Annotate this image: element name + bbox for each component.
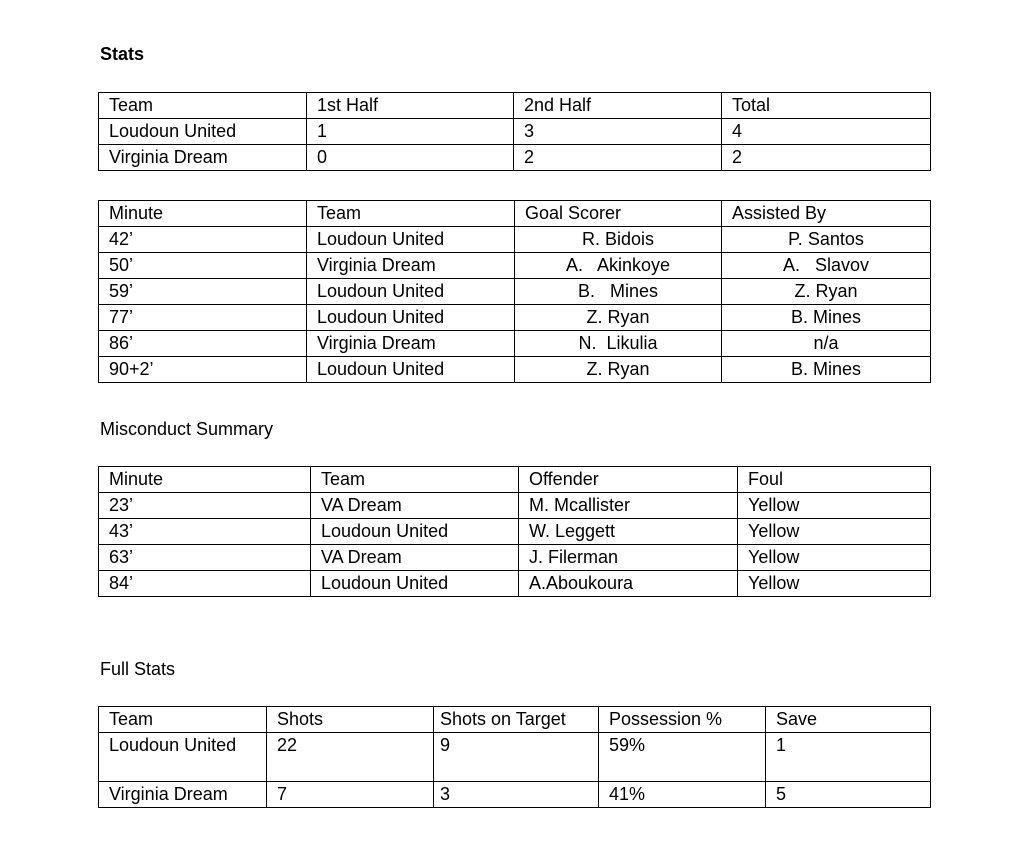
header-cell: Assisted By (722, 201, 931, 227)
full-stats-table (98, 706, 931, 808)
table-row (99, 571, 931, 597)
table-cell: Yellow (738, 493, 931, 519)
table-cell: 63’ (99, 545, 311, 571)
header-cell: Foul (738, 467, 931, 493)
table-cell: B. Mines (722, 357, 931, 383)
table-cell: Virginia Dream (99, 145, 307, 171)
header-cell: Shots on Target (434, 707, 599, 733)
header-cell: Shots (267, 707, 434, 733)
table-row (99, 357, 931, 383)
header-cell: 1st Half (307, 93, 514, 119)
table-cell: 3 (434, 782, 599, 808)
table-cell: 3 (514, 119, 722, 145)
table-cell: 90+2’ (99, 357, 307, 383)
header-cell: Save (766, 707, 931, 733)
table-cell: B. Mines (722, 305, 931, 331)
header-cell: Minute (99, 467, 311, 493)
table-row (99, 119, 931, 145)
table-cell: 5 (766, 782, 931, 808)
header-cell: Team (311, 467, 519, 493)
table-cell: A.Aboukoura (519, 571, 738, 597)
table-row (99, 519, 931, 545)
table-cell: Loudoun United (307, 357, 515, 383)
header-cell: Team (99, 707, 267, 733)
table-row (99, 305, 931, 331)
table-row (99, 331, 931, 357)
table-cell: 0 (307, 145, 514, 171)
table-cell: Z. Ryan (515, 357, 722, 383)
table-header-row (99, 201, 931, 227)
goals-table (98, 200, 931, 383)
table-cell: Yellow (738, 519, 931, 545)
table-cell: 2 (722, 145, 931, 171)
table-cell: 7 (267, 782, 434, 808)
table-row (99, 493, 931, 519)
table-header-row (99, 467, 931, 493)
score-table (98, 92, 931, 171)
misconduct-heading: Misconduct Summary (100, 419, 274, 439)
header-cell: Minute (99, 201, 307, 227)
table-row (99, 253, 931, 279)
table-row (99, 782, 931, 808)
table-cell: n/a (722, 331, 931, 357)
full-stats-heading: Full Stats (100, 659, 176, 679)
table-cell: Virginia Dream (307, 253, 515, 279)
table-cell: 22 (267, 733, 434, 782)
table-cell: Loudoun United (99, 733, 267, 782)
table-cell: J. Filerman (519, 545, 738, 571)
table-header-row (99, 707, 931, 733)
table-cell: Virginia Dream (307, 331, 515, 357)
table-cell: Yellow (738, 571, 931, 597)
table-cell: Loudoun United (311, 519, 519, 545)
table-cell: 84’ (99, 571, 311, 597)
table-cell: 23’ (99, 493, 311, 519)
table-cell: 1 (766, 733, 931, 782)
table-cell: 42’ (99, 227, 307, 253)
table-cell: 9 (434, 733, 599, 782)
table-row (99, 279, 931, 305)
table-cell: Loudoun United (307, 279, 515, 305)
table-cell: VA Dream (311, 545, 519, 571)
table-row (99, 227, 931, 253)
table-cell: 59% (599, 733, 766, 782)
table-cell: 77’ (99, 305, 307, 331)
table-header-row (99, 93, 931, 119)
header-cell: Goal Scorer (515, 201, 722, 227)
table-cell: N. Likulia (515, 331, 722, 357)
table-cell: Loudoun United (307, 305, 515, 331)
table-cell: Yellow (738, 545, 931, 571)
header-cell: Team (307, 201, 515, 227)
table-cell: VA Dream (311, 493, 519, 519)
table-cell: Z. Ryan (515, 305, 722, 331)
table-cell: 1 (307, 119, 514, 145)
stats-heading: Stats (100, 44, 145, 64)
table-cell: Loudoun United (99, 119, 307, 145)
header-cell: Possession % (599, 707, 766, 733)
table-row (99, 145, 931, 171)
table-cell: 2 (514, 145, 722, 171)
table-cell: B. Mines (515, 279, 722, 305)
table-cell: M. Mcallister (519, 493, 738, 519)
table-row (99, 733, 931, 782)
table-cell: 86’ (99, 331, 307, 357)
table-cell: Z. Ryan (722, 279, 931, 305)
table-cell: A. Slavov (722, 253, 931, 279)
table-cell: R. Bidois (515, 227, 722, 253)
table-cell: 41% (599, 782, 766, 808)
table-cell: 43’ (99, 519, 311, 545)
table-cell: P. Santos (722, 227, 931, 253)
table-cell: Virginia Dream (99, 782, 267, 808)
header-cell: Offender (519, 467, 738, 493)
misconduct-table (98, 466, 931, 597)
header-cell: 2nd Half (514, 93, 722, 119)
table-cell: 4 (722, 119, 931, 145)
header-cell: Total (722, 93, 931, 119)
table-row (99, 545, 931, 571)
table-cell: 59’ (99, 279, 307, 305)
header-cell: Team (99, 93, 307, 119)
table-cell: Loudoun United (311, 571, 519, 597)
table-cell: W. Leggett (519, 519, 738, 545)
table-cell: Loudoun United (307, 227, 515, 253)
table-cell: 50’ (99, 253, 307, 279)
table-cell: A. Akinkoye (515, 253, 722, 279)
